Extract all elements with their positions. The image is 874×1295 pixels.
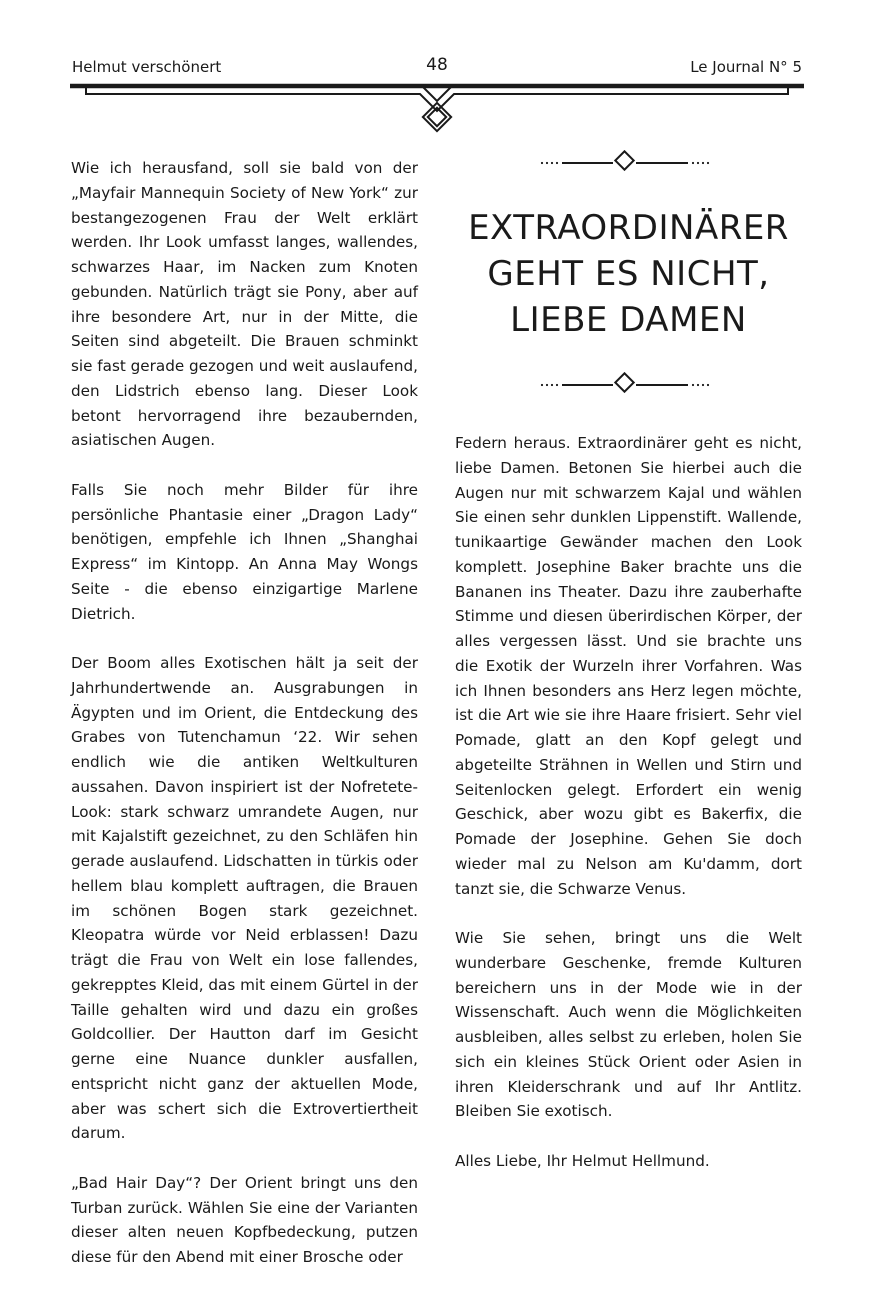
headline-line: EXTRAORDINÄRER (468, 208, 789, 248)
diamond-divider-icon (530, 148, 720, 178)
article-headline (455, 205, 802, 343)
paragraph: Wie ich herausfand, soll sie bald von der „Mayfair Mannequin Society of New York“ zur bestangezogenen Frau der Welt erklärt werden. Ihr Look umfasst langes, wallendes, schwarzes Haar, im Nacken zum Knoten gebunden. Natürlich trägt sie Pony, aber auf ihre besondere Art, nur in der Mitte, die Seiten sind abgeteilt. Die Brauen schminkt sie fast gerade gezogen und weit auslaufend, den Lidstrich ebenso lang. Dieser Look betont hervorragend ihre bezaubernden, asiatischen Augen. (71, 159, 418, 450)
running-header-title: Helmut verschönert (72, 58, 222, 76)
paragraph: „Bad Hair Day“? Der Orient bringt uns den Turban zurück. Wählen Sie eine der Varianten dieser alten neuen Kopfbedeckung, putzen diese für den Abend mit einer Brosche oder (71, 1173, 418, 1266)
journal-issue: Le Journal N° 5 (690, 58, 802, 76)
headline-line: GEHT ES NICHT, (487, 254, 770, 294)
art-deco-header-rule-icon (70, 80, 804, 136)
paragraph: Wie Sie sehen, bringt uns die Welt wunderbare Geschenke, fremde Kulturen bereichern uns in der Mode wie in der Wissenschaft. Auch wenn die Möglichkeiten ausbleiben, alles selbst zu erleben, holen Sie sich ein kleines Stück Orient oder Asien in ihren Kleiderschrank und auf Ihr Antlitz. Bleiben Sie exotisch. (455, 929, 802, 1121)
right-column-article (455, 431, 802, 1198)
headline-line: LIEBE DAMEN (510, 300, 747, 340)
paragraph: Der Boom alles Exotischen hält ja seit der Jahrhundertwende an. Ausgrabungen in Ägypten und im Orient, die Entdeckung des Grabes von Tutenchamun ‘22. Wir sehen endlich wie die antiken Weltkulturen aussahen. Davon inspiriert ist der Nofretete-Look: stark schwarz umrandete Augen, nur mit Kajalstift gezeichnet, zu den Schläfen hin gerade auslaufend. Lidschatten in türkis oder hellem blau komplett auftragen, die Brauen im schönen Bogen stark gezeichnet. Kleopatra würde vor Neid erblassen! Dazu trägt die Frau von Welt ein lose fallendes, gekrepptes Kleid, das mit einem Gürtel in der Taille gehalten wird und dazu ein großes Goldcollier. Der Hautton darf im Gesicht gerne eine Nuance dunkler ausfallen, entspricht nicht ganz der aktuellen Mode, aber was schert sich die Extrovertiertheit darum. (71, 654, 418, 1143)
diamond-divider-icon (530, 370, 720, 400)
page-number: 48 (426, 55, 448, 75)
left-column-article (71, 156, 418, 1295)
paragraph: Falls Sie noch mehr Bilder für ihre persönliche Phantasie einer „Dragon Lady“ benötigen, empfehle ich Ihnen „Shanghai Express“ im Kintopp. An Anna May Wongs Seite - die ebenso einzigartige Marlene Dietrich. (71, 480, 418, 623)
signature-line: Alles Liebe, Ihr Helmut Hellmund. (455, 1151, 710, 1170)
paragraph: Federn heraus. Extraordinärer geht es nicht, liebe Damen. Betonen Sie hierbei auch die Augen nur mit schwarzem Kajal und wählen Sie einen sehr dunklen Lippenstift. Wallende, tunikaartige Gewänder machen den Look komplett. Josephine Baker brachte uns die Bananen ins Theater. Dazu ihre zauberhafte Stimme und diesen überirdischen Körper, der alles vergessen lässt. Und sie brachte uns die Exotik der Wurzeln ihrer Vorfahren. Was ich Ihnen besonders ans Herz legen möchte, ist die Art wie sie ihre Haare frisiert. Sehr viel Pomade, glatt an den Kopf gelegt und abgeteilte Strähnen in Wellen und Stirn und Seitenlocken gelegt. Erfordert ein wenig Geschick, aber wozu gibt es Bakerfix, die Pomade der Josephine. Gehen Sie doch wieder mal zu Nelson am Ku'damm, dort tanzt sie, die Schwarze Venus. (455, 434, 802, 898)
